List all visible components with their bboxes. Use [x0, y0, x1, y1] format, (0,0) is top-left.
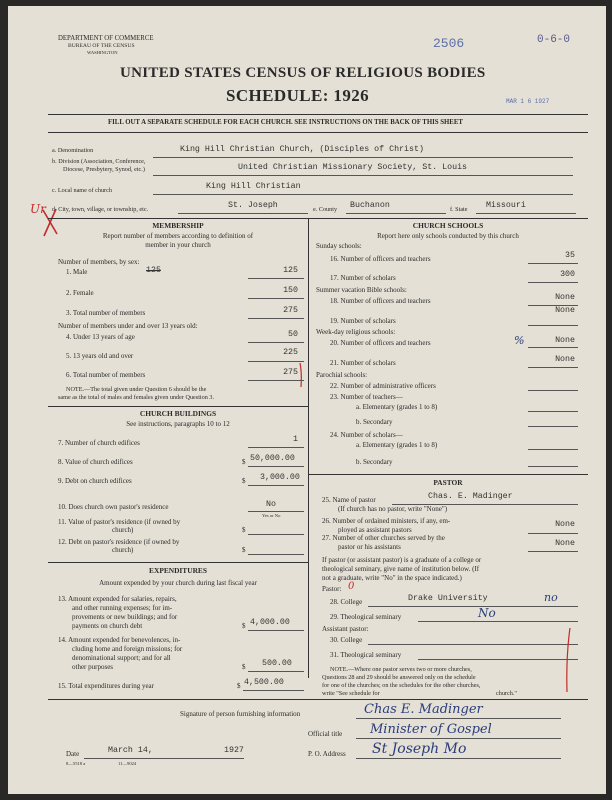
q12-label-2: church)	[112, 546, 134, 554]
division-label-1: b. Division (Association, Conference,	[52, 158, 146, 165]
local-name-value: King Hill Christian	[206, 182, 301, 191]
q2-value: 150	[283, 286, 298, 295]
q1-label: 1. Male	[66, 268, 88, 276]
q27-value: None	[555, 539, 575, 548]
division-value: United Christian Missionary Society, St. Louis	[238, 163, 468, 172]
q15-value: 4,500.00	[244, 678, 284, 687]
reference-code: 0-6-0	[537, 34, 571, 46]
q13-value: 4,000.00	[250, 618, 290, 627]
q16-value: 35	[565, 251, 575, 260]
po-address-label: P. O. Address	[308, 750, 346, 758]
q26-line-2: ployed as assistant pastors	[338, 526, 412, 534]
underline	[356, 758, 561, 759]
dept-label: DEPARTMENT OF COMMERCE	[58, 35, 154, 42]
instruction-line: FILL OUT A SEPARATE SCHEDULE FOR EACH CHURCH. SEE INSTRUCTIONS ON THE BACK OF THIS SHEET	[108, 119, 463, 126]
underline	[248, 278, 304, 279]
membership-note-2: same as the total of males and females given under Question 3.	[58, 394, 215, 401]
q10-hint: Yes or No	[262, 513, 281, 518]
q23a-label: a. Elementary (grades 1 to 8)	[356, 403, 438, 411]
q14-line-3: denominational support; and for all	[72, 654, 171, 662]
date-value: March 14,	[108, 746, 153, 755]
expenditures-heading: EXPENDITURES	[149, 566, 207, 575]
bureau-label: BUREAU OF THE CENSUS	[68, 43, 135, 49]
underline	[476, 213, 576, 214]
q6-value: 275	[283, 368, 298, 377]
membership-intro-2: member in your church	[145, 241, 211, 249]
pastor-label: Pastor:	[322, 585, 342, 593]
pastor-heading: PASTOR	[433, 478, 463, 487]
margin-mark: Ur	[30, 202, 46, 216]
q11-label-1: 11. Value of pastor's residence (if owned by	[58, 518, 181, 526]
underline	[528, 466, 578, 467]
q13-line-4: payments on church debt	[72, 622, 143, 630]
q21-label: 21. Number of scholars	[330, 359, 396, 367]
q9-label: 9. Debt on church edifices	[58, 477, 132, 485]
census-schedule-page	[8, 6, 606, 794]
q12-dollar: $	[242, 546, 246, 554]
underline	[248, 318, 304, 319]
summer-label: Summer vacation Bible schools:	[316, 286, 407, 294]
underline	[248, 447, 304, 448]
pastor-red-mark: 0	[348, 581, 355, 592]
q6-label: 6. Total number of members	[66, 371, 146, 379]
q13-dollar: $	[242, 622, 246, 630]
underline	[528, 282, 578, 283]
q7-value: 1	[293, 435, 298, 444]
year-value: 1927	[224, 746, 244, 755]
form-code-2: 11—9024	[118, 761, 137, 766]
underline	[248, 671, 304, 672]
underline	[528, 367, 578, 368]
q8-dollar: $	[242, 458, 246, 466]
q7-label: 7. Number of church edifices	[58, 439, 140, 447]
q5-label: 5. 13 years old and over	[66, 352, 134, 360]
local-name-label: c. Local name of church	[52, 187, 112, 194]
membership-note-1: NOTE.—The total given under Question 6 should be the	[66, 386, 207, 393]
q23b-label: b. Secondary	[356, 418, 393, 426]
rule	[48, 218, 588, 219]
q17-value: 300	[560, 270, 575, 279]
city-label: WASHINGTON	[87, 50, 118, 55]
q24a-label: a. Elementary (grades 1 to 8)	[356, 441, 438, 449]
underline	[528, 325, 578, 326]
underline	[153, 194, 573, 195]
underline	[248, 630, 304, 631]
form-title: UNITED STATES CENSUS OF RELIGIOUS BODIES	[120, 65, 486, 81]
received-date-stamp: MAR 1 6 1927	[506, 98, 550, 105]
q22-label: 22. Number of administrative officers	[330, 382, 436, 390]
q14-line-4: other purposes	[72, 663, 114, 671]
q30-label: 30. College	[330, 636, 363, 644]
q15-dollar: $	[237, 682, 241, 690]
q26-line-1: 26. Number of ordained ministers, if any, em-	[322, 517, 451, 525]
underline	[528, 449, 578, 450]
q12-label-1: 12. Debt on pastor's residence (if owned by	[58, 538, 180, 546]
underline	[528, 390, 578, 391]
serial-stamp: 2506	[433, 36, 465, 51]
underline	[248, 485, 304, 486]
underline	[418, 621, 578, 622]
rule	[48, 132, 588, 133]
underline	[528, 533, 578, 534]
pastor-note-3: for one of the churches; on the schedules for the other churches,	[322, 682, 481, 689]
form-code-1: 8—5518 a	[66, 761, 86, 766]
q13-line-3: provements or new buildings; and for	[72, 613, 178, 621]
underline	[243, 690, 304, 691]
date-label: Date	[66, 750, 80, 758]
denomination-value: King Hill Christian Church, (Disciples of Christ)	[180, 145, 424, 154]
underline	[248, 298, 304, 299]
q11-label-2: church)	[112, 526, 134, 534]
q27-line-2: pastor or his assistants	[338, 543, 401, 551]
underline	[248, 466, 304, 467]
state-value: Missouri	[486, 201, 526, 210]
q21-value: None	[555, 355, 575, 364]
q28-handwritten: no	[544, 591, 558, 604]
underline	[346, 213, 446, 214]
weekday-label: Week-day religious schools:	[316, 328, 396, 336]
city-label: d. City, town, village, or township, etc.	[52, 206, 149, 213]
schools-heading: CHURCH SCHOOLS	[412, 221, 484, 230]
q9-dollar: $	[242, 477, 246, 485]
underline	[248, 342, 304, 343]
q3-value: 275	[283, 306, 298, 315]
q1-struck-value: 125	[146, 266, 161, 275]
q24b-label: b. Secondary	[356, 458, 393, 466]
q28-label: 28. College	[330, 598, 363, 606]
age-intro-label: Number of members under and over 13 years old:	[58, 322, 198, 330]
sunday-label: Sunday schools:	[316, 242, 362, 250]
q3-label: 3. Total number of members	[66, 309, 146, 317]
q14-line-2: cluding home and foreign missions; for	[72, 645, 183, 653]
q19-value: None	[555, 306, 575, 315]
schedule-title: SCHEDULE: 1926	[226, 86, 370, 105]
expenditures-intro: Amount expended by your church during last fiscal year	[99, 579, 257, 587]
q25-label: 25. Name of pastor	[322, 496, 376, 504]
q13-line-2: and other running expenses; for im-	[72, 604, 173, 612]
state-label: f. State	[450, 206, 468, 213]
q29-handwritten: No	[478, 606, 496, 620]
official-title-label: Official title	[308, 730, 343, 738]
signature-value: Chas E. Madinger	[364, 702, 483, 717]
county-value: Buchanon	[350, 201, 390, 210]
underline	[84, 758, 244, 759]
q25-value: Chas. E. Madinger	[428, 492, 513, 501]
q14-value: 500.00	[262, 659, 292, 668]
rule	[48, 699, 588, 700]
q18-label: 18. Number of officers and teachers	[330, 297, 431, 305]
city-value: St. Joseph	[228, 201, 278, 210]
underline	[528, 263, 578, 264]
pastor-note-1: NOTE.—Where one pastor serves two or more churches,	[330, 666, 472, 673]
q23-label: 23. Number of teachers—	[330, 393, 403, 401]
q13-line-1: 13. Amount expended for salaries, repairs,	[58, 595, 177, 603]
underline	[418, 659, 578, 660]
underline	[153, 175, 573, 176]
underline	[528, 426, 578, 427]
q31-label: 31. Theological seminary	[330, 651, 402, 659]
q20-label: 20. Number of officers and teachers	[330, 339, 431, 347]
q24-label: 24. Number of scholars—	[330, 431, 403, 439]
q8-label: 8. Value of church edifices	[58, 458, 133, 466]
rule	[48, 562, 308, 563]
underline	[528, 551, 578, 552]
column-divider	[308, 218, 309, 678]
membership-intro-1: Report number of members according to definition of	[102, 232, 254, 240]
denomination-label: a. Denomination	[52, 147, 94, 154]
underline	[356, 718, 561, 719]
underline	[153, 157, 573, 158]
rule	[308, 474, 588, 475]
q28-value: Drake University	[408, 594, 488, 603]
pastor-note-4: write "See schedule for	[322, 690, 380, 697]
red-check-icon	[296, 361, 310, 391]
q4-value: 50	[288, 330, 298, 339]
q14-dollar: $	[242, 663, 246, 671]
underline	[528, 347, 578, 348]
q27-line-1: 27. Number of other churches served by the	[322, 534, 445, 542]
division-label-2: Diocese, Presbytery, Synod, etc.)	[63, 166, 145, 173]
q17-label: 17. Number of scholars	[330, 274, 396, 282]
q9-value: 3,000.00	[260, 473, 300, 482]
q19-label: 19. Number of scholars	[330, 317, 396, 325]
q25-hint: (If church has no pastor, write "None")	[338, 505, 448, 513]
by-sex-label: Number of members, by sex:	[58, 258, 140, 266]
q15-label: 15. Total expenditures during year	[58, 682, 154, 690]
q20-mark: %	[514, 334, 525, 347]
college-note-3: not a graduate, write "No" in the space indicated.)	[322, 574, 462, 582]
parochial-label: Parochial schools:	[316, 371, 368, 379]
underline	[178, 213, 308, 214]
rule	[48, 114, 588, 115]
po-address-value: St Joseph Mo	[372, 741, 467, 757]
membership-heading: MEMBERSHIP	[152, 221, 204, 230]
q20-value: None	[555, 336, 575, 345]
q10-value: No	[266, 500, 276, 509]
q10-label: 10. Does church own pastor's residence	[58, 503, 169, 511]
buildings-heading: CHURCH BUILDINGS	[139, 409, 217, 418]
q29-label: 29. Theological seminary	[330, 613, 402, 621]
red-margin-stroke-icon	[560, 626, 576, 696]
q8-value: 50,000.00	[250, 454, 295, 463]
q2-label: 2. Female	[66, 289, 94, 297]
rule	[48, 406, 308, 407]
county-label: e. County	[313, 206, 338, 213]
underline	[368, 606, 578, 607]
underline	[528, 411, 578, 412]
underline	[368, 644, 578, 645]
q1-value: 125	[283, 266, 298, 275]
q5-value: 225	[283, 348, 298, 357]
schools-intro: Report here only schools conducted by this church	[377, 232, 519, 240]
underline	[248, 554, 304, 555]
pastor-note-2: Questions 28 and 29 should be answered only on the schedule	[322, 674, 476, 681]
college-note-2: theological seminary, give name of institution below. (If	[322, 565, 480, 573]
underline	[356, 738, 561, 739]
buildings-intro: See instructions, paragraphs 10 to 12	[126, 420, 230, 428]
pastor-note-5: church."	[496, 690, 517, 697]
q14-line-1: 14. Amount expended for benevolences, in-	[58, 636, 181, 644]
official-title-value: Minister of Gospel	[370, 722, 492, 737]
assistant-label: Assistant pastor:	[322, 625, 369, 633]
signature-label: Signature of person furnishing information	[180, 710, 301, 718]
q16-label: 16. Number of officers and teachers	[330, 255, 431, 263]
college-note-1: If pastor (or assistant pastor) is a graduate of a college or	[322, 556, 482, 564]
q4-label: 4. Under 13 years of age	[66, 333, 135, 341]
underline	[248, 511, 304, 512]
q18-value: None	[555, 293, 575, 302]
underline	[248, 534, 304, 535]
q26-value: None	[555, 520, 575, 529]
q11-dollar: $	[242, 526, 246, 534]
